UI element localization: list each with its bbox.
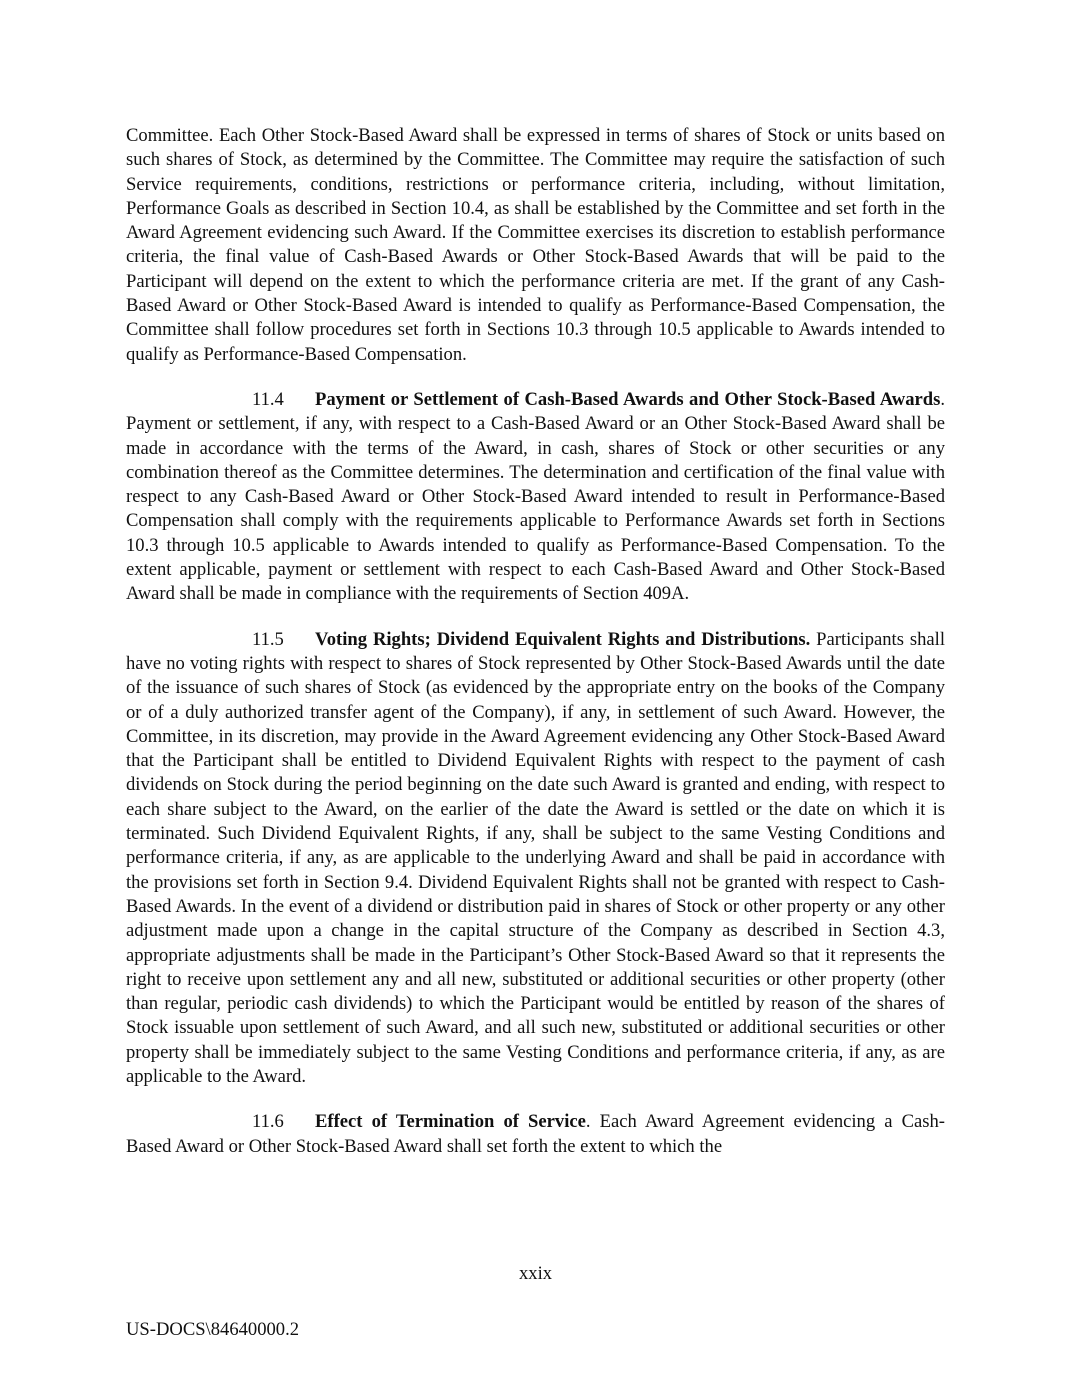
section-text: . Payment or settlement, if any, with respect to a Cash-Based Award or an Other Stock-Based Award shall be made in accordance with the terms of the Award, in cash, shares of Stock or other securities or any combination thereof as the Committee determines. The determination and certification of the final value with respect to any Cash-Based Award or Other Stock-Based Award intended to result in Performance-Based Compensation shall comply with the requirements applicable to Performance Awards set forth in Sections 10.3 through 10.5 applicable to Awards intended to qualify as Performance-Based Compensation. To the extent applicable, payment or settlement with respect to each Cash-Based Award and Other Stock-Based Award shall be made in compliance with the requirements of Section 409A. — [126, 388, 945, 605]
section-number: 11.6 — [252, 1111, 284, 1133]
paragraph-continuation — [126, 124, 945, 367]
document-id: US-DOCS\84640000.2 — [126, 1319, 300, 1340]
document-body — [126, 124, 945, 1180]
section-11-4 — [126, 388, 945, 607]
section-heading: Payment or Settlement of Cash-Based Awards and Other Stock-Based Awards — [315, 388, 941, 410]
section-heading: Effect of Termination of Service — [315, 1111, 586, 1133]
section-number: 11.5 — [252, 628, 284, 650]
section-text: Participants shall have no voting rights with respect to shares of Stock represented by Other Stock-Based Awards until the date of the issuance of such shares of Stock (as evidenced by the appropriate entry on the books of the Company or of a duly authorized transfer agent of the Company), if any, in settlement of such Award. However, the Committee, in its discretion, may provide in the Award Agreement evidencing any Other Stock-Based Award that the Participant shall be entitled to Dividend Equivalent Rights with respect to the payment of cash dividends on Stock during the period beginning on the date such Award is granted and ending, with respect to each share subject to the Award, on the earlier of the date the Award is settled or the date on which it is terminated. Such Dividend Equivalent Rights, if any, shall be subject to the same Vesting Conditions and performance criteria, if any, as are applicable to the underlying Award and shall be paid in accordance with the provisions set forth in Section 9.4. Dividend Equivalent Rights shall not be granted with respect to Cash-Based Awards. In the event of a dividend or distribution paid in shares of Stock or other property or any other adjustment made upon a change in the capital structure of the Company as described in Section 4.3, appropriate adjustments shall be made in the Participant’s Other Stock-Based Award so that it represents the right to receive upon settlement any and all new, substituted or additional securities or other property (other than regular, periodic cash dividends) to which the Participant would be entitled by reason of the shares of Stock issuable upon settlement of such Award, and all such new, substituted or additional securities or other property shall be immediately subject to the same Vesting Conditions and performance criteria, if any, as are applicable to the Award. — [126, 628, 945, 1087]
section-11-6 — [126, 1110, 945, 1159]
section-number: 11.4 — [252, 388, 284, 410]
section-heading: Voting Rights; Dividend Equivalent Rights and Distributions. — [315, 628, 811, 650]
page-number: xxix — [518, 1263, 553, 1284]
paragraph-text: Committee. Each Other Stock-Based Award shall be expressed in terms of shares of Stock or units based on such shares of Stock, as determined by the Committee. The Committee may require the satisfaction of such Service requirements, conditions, restrictions or performance criteria, including, without limitation, Performance Goals as described in Section 10.4, as shall be established by the Committee and set forth in the Award Agreement evidencing such Award. If the Committee exercises its discretion to establish performance criteria, the final value of Cash-Based Awards or Other Stock-Based Awards that will be paid to the Participant will depend on the extent to which the performance criteria are met. If the grant of any Cash-Based Award or Other Stock-Based Award is intended to qualify as Performance-Based Compensation, the Committee shall follow procedures set forth in Sections 10.3 through 10.5 applicable to Awards intended to qualify as Performance-Based Compensation. — [126, 125, 945, 365]
section-11-5 — [126, 628, 945, 1090]
section-text: . Each Award Agreement evidencing a Cash-Based Award or Other Stock-Based Award shall set forth the extent to which the — [126, 1111, 945, 1157]
